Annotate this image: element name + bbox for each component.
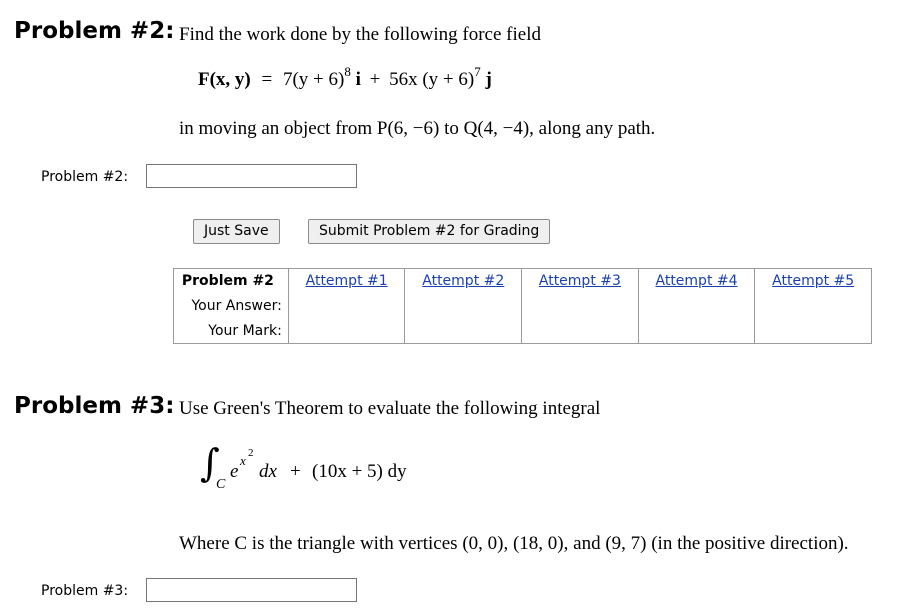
integral-plus: +	[290, 461, 301, 482]
formula-i: i	[355, 69, 361, 90]
mark-cell-4	[638, 319, 755, 344]
force-field-formula	[198, 63, 492, 91]
attempt-3-header[interactable]	[522, 269, 639, 294]
attempt-1-link[interactable]: Attempt #1	[305, 273, 388, 290]
formula-exp2: 7	[474, 63, 481, 79]
answer-cell-4	[638, 294, 755, 319]
formula-exp1: 8	[344, 63, 351, 79]
your-mark-row	[174, 319, 872, 344]
mark-cell-5	[755, 319, 872, 344]
problem-2-answer-input[interactable]	[146, 164, 357, 188]
attempt-4-header[interactable]	[638, 269, 755, 294]
your-answer-row	[174, 294, 872, 319]
answer-cell-5	[755, 294, 872, 319]
attempt-2-link[interactable]: Attempt #2	[422, 273, 505, 290]
answer-cell-2	[405, 294, 522, 319]
attempt-2-header[interactable]	[405, 269, 522, 294]
attempt-5-header[interactable]	[755, 269, 872, 294]
integral-subscript: C	[216, 477, 226, 492]
integral-sign-icon: ∫	[200, 441, 220, 485]
formula-equals: =	[261, 69, 273, 90]
problem-3-where-text: Where C is the triangle with vertices (0, 0), (18, 0), and (9, 7) (in the positive direction).	[179, 533, 849, 554]
problem-2-heading: Problem #2:	[14, 18, 175, 44]
integral-dx: dx	[259, 461, 277, 482]
problem-3-intro: Use Green's Theorem to evaluate the following integral	[179, 398, 601, 419]
integral-base: e	[230, 461, 239, 482]
attempt-1-header[interactable]	[288, 269, 405, 294]
attempt-5-link[interactable]: Attempt #5	[772, 273, 855, 290]
problem-3-answer-label: Problem #3:	[41, 583, 129, 599]
just-save-button[interactable]: Just Save	[193, 219, 280, 244]
attempts-table	[173, 268, 872, 344]
attempts-corner: Problem #2	[174, 269, 289, 294]
your-answer-label: Your Answer:	[174, 294, 289, 319]
formula-term2: 56x (y + 6)	[389, 69, 475, 90]
attempts-header-row	[174, 269, 872, 294]
problem-3-answer-input[interactable]	[146, 578, 357, 602]
problem-2-answer-label: Problem #2:	[41, 169, 129, 185]
problem-2-path-text: in moving an object from P(6, −6) to Q(4, −4), along any path.	[179, 118, 656, 139]
formula-plus: +	[369, 69, 381, 90]
formula-lhs: F(x, y)	[198, 69, 251, 90]
submit-grading-button[interactable]: Submit Problem #2 for Grading	[308, 219, 550, 244]
formula-term1: 7(y + 6)	[282, 69, 345, 90]
attempt-3-link[interactable]: Attempt #3	[538, 273, 621, 290]
mark-cell-3	[522, 319, 639, 344]
integral-exp-2: 2	[248, 447, 254, 459]
problem-2-intro: Find the work done by the following force field	[179, 24, 541, 45]
your-mark-label: Your Mark:	[174, 319, 289, 344]
answer-cell-1	[288, 294, 405, 319]
integral-term2: (10x + 5) dy	[312, 461, 407, 482]
problem-3-heading: Problem #3:	[14, 393, 175, 419]
integral-expression	[200, 441, 520, 505]
integral-exp-x: x	[240, 453, 246, 468]
mark-cell-2	[405, 319, 522, 344]
mark-cell-1	[288, 319, 405, 344]
answer-cell-3	[522, 294, 639, 319]
attempt-4-link[interactable]: Attempt #4	[655, 273, 738, 290]
formula-j: j	[485, 69, 492, 90]
